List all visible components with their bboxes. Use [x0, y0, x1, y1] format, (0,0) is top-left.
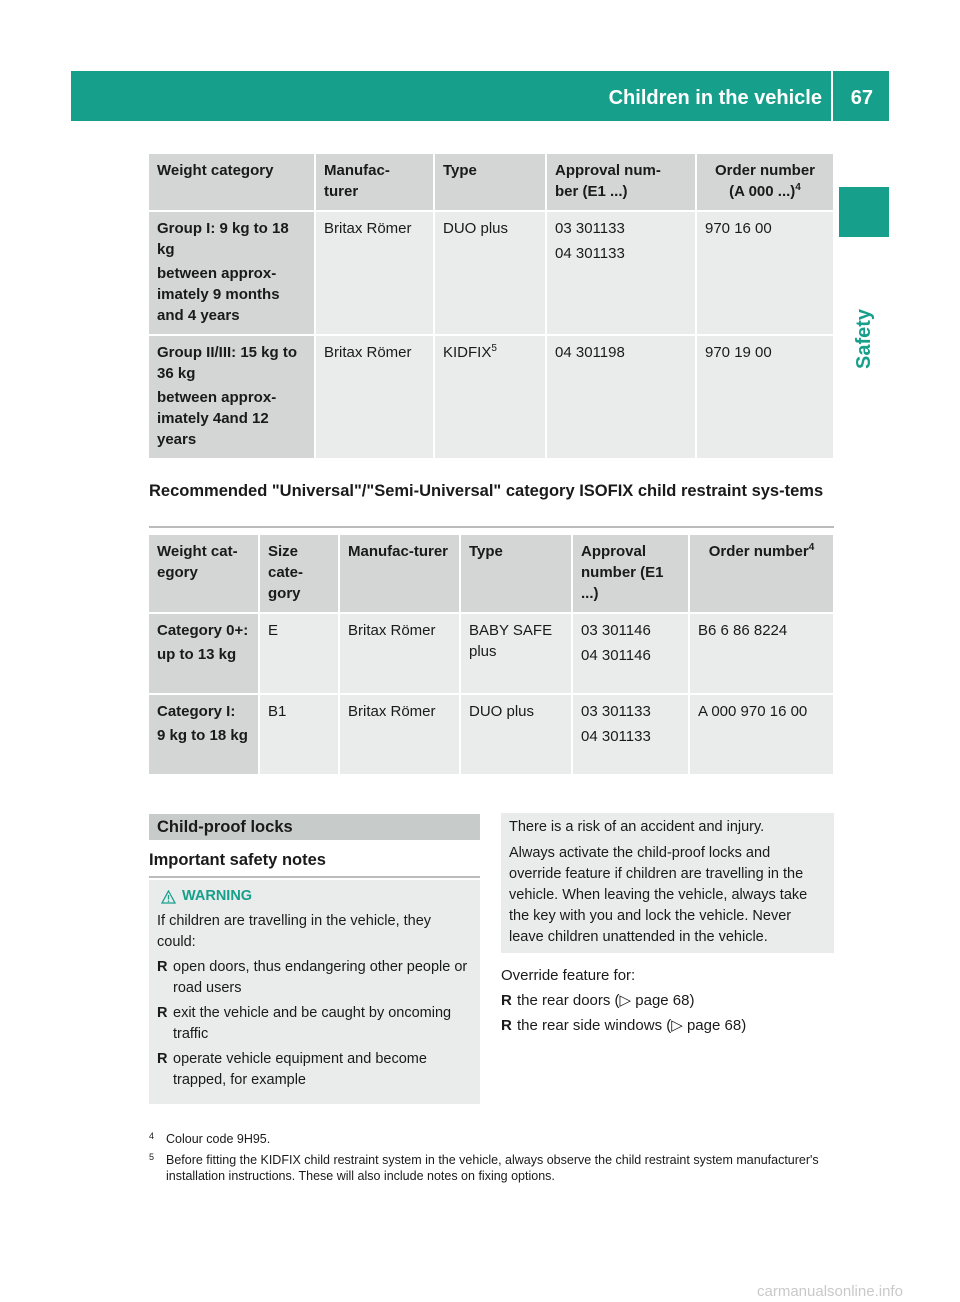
approval-cell [546, 335, 696, 459]
col-order-number [696, 154, 834, 211]
order-number-cell: B6 6 86 8224 [689, 613, 834, 694]
col-manufacturer: Manufac-turer [339, 535, 460, 613]
approval-number: 03 301133 [555, 220, 625, 237]
header-divider [831, 71, 833, 121]
watermark: carmanualsonline.info [757, 1283, 903, 1300]
type-cell: DUO plus [460, 694, 572, 775]
list-item-text: ) [741, 1017, 747, 1034]
col-type: Type [434, 154, 546, 211]
list-item [157, 1003, 472, 1045]
universal-seats-table [149, 154, 835, 460]
col-approval: Approval num- ber (E1 ...) [546, 154, 696, 211]
manufacturer-cell: Britax Römer [315, 211, 434, 335]
bullet-icon: R [501, 1017, 512, 1034]
footnote-number: 4 [149, 1131, 155, 1141]
list-item [157, 1049, 472, 1091]
col-weight-category: Weight cat-egory [149, 535, 259, 613]
isofix-seats-table [149, 535, 835, 776]
order-number-cell: 970 16 00 [696, 211, 834, 335]
approval-number: 03 301146 [581, 622, 651, 639]
weight-group-cell [149, 211, 315, 335]
list-item [157, 957, 472, 999]
safety-divider [149, 876, 480, 878]
child-proof-locks-heading [149, 814, 480, 840]
warning-list [157, 957, 472, 1091]
risk-advice: Always activate the child-proof locks and override feature if children are travelling in the vehicle. When leaving the vehicle, always take the key with you and lock the vehicle. Never leave children unattended in the vehicle. [509, 845, 808, 945]
approval-cell [572, 613, 689, 694]
bullet-icon: R [501, 992, 512, 1009]
chapter-title: Children in the vehicle [608, 87, 822, 109]
size-category-cell: B1 [259, 694, 339, 775]
safety-notes-heading: Important safety notes [149, 851, 326, 869]
section-heading: Recommended "Universal"/"Semi-Universal" category ISOFIX child restraint sys-tems [149, 482, 824, 500]
page-header [71, 71, 889, 121]
footnote-number: 5 [149, 1152, 155, 1162]
type-label: KIDFIX [443, 344, 492, 361]
list-item [501, 1015, 834, 1036]
list-item-text: the rear doors ( [517, 992, 620, 1009]
bullet-icon: R [157, 959, 168, 975]
list-item-text: the rear side windows ( [517, 1017, 672, 1034]
footnote-ref: 5 [491, 343, 497, 354]
table-header-row [149, 154, 834, 211]
group-age: between approx-imately 9 months and 4 years [157, 265, 280, 324]
page-reference-link[interactable]: page 68 [686, 1017, 742, 1034]
child-proof-locks-title: Child-proof locks [157, 818, 293, 836]
approval-cell [572, 694, 689, 775]
approval-number: 04 301146 [581, 647, 651, 664]
warning-header [161, 886, 472, 907]
warning-box [149, 880, 480, 1104]
weight-category-cell [149, 613, 259, 694]
table-row [149, 613, 834, 694]
approval-number: 04 301133 [581, 728, 651, 745]
size-category-cell: E [259, 613, 339, 694]
bullet-icon: R [157, 1005, 168, 1021]
footnote [149, 1131, 829, 1147]
weight-group-cell [149, 335, 315, 459]
page-ref-icon: ▷ [619, 992, 632, 1009]
approval-number: 03 301133 [581, 703, 651, 720]
col-size-category: Size cate-gory [259, 535, 339, 613]
section-tab: Safety [853, 308, 875, 369]
category-weight: 9 kg to 18 kg [157, 727, 248, 744]
warning-triangle-icon [161, 890, 176, 904]
manufacturer-cell: Britax Römer [339, 613, 460, 694]
warning-label: WARNING [182, 888, 253, 904]
bullet-icon: R [157, 1051, 168, 1067]
section-divider [149, 526, 834, 528]
side-marker [839, 187, 889, 237]
table-row [149, 694, 834, 775]
list-item-text: open doors, thus endangering other people or road users [173, 959, 468, 996]
approval-number: 04 301198 [555, 344, 625, 361]
page-reference-link[interactable]: page 68 [635, 992, 690, 1009]
list-item [501, 990, 834, 1011]
weight-category-cell [149, 694, 259, 775]
type-label: DUO plus [443, 220, 509, 237]
risk-text: There is a risk of an accident and injury. [509, 819, 765, 835]
list-item-text: ) [689, 992, 695, 1009]
manufacturer-cell: Britax Römer [339, 694, 460, 775]
type-cell [434, 211, 546, 335]
category-label: Category I: [157, 703, 236, 720]
group-age: between approx-imately 4and 12 years [157, 389, 277, 448]
group-label: Group II/III: 15 kg to 36 kg [157, 344, 298, 382]
override-feature [501, 965, 834, 1040]
approval-number: 04 301133 [555, 245, 625, 262]
order-number-cell: A 000 970 16 00 [689, 694, 834, 775]
group-label: Group I: 9 kg to 18 kg [157, 220, 289, 258]
override-intro: Override feature for: [501, 967, 636, 984]
footnote-text: Colour code 9H95. [166, 1132, 271, 1146]
category-label: Category 0+: [157, 622, 249, 639]
footnote-ref: 4 [795, 182, 801, 193]
approval-cell [546, 211, 696, 335]
table-row [149, 211, 834, 335]
order-number-label: Order number (A 000 ...) [714, 162, 816, 200]
list-item-text: exit the vehicle and be caught by oncoming traffic [173, 1005, 452, 1042]
col-approval: Approval number (E1 ...) [572, 535, 689, 613]
order-number-label: Order number [708, 543, 809, 560]
order-number-cell: 970 19 00 [696, 335, 834, 459]
table-header-row [149, 535, 834, 613]
col-manufacturer: Manufac- turer [315, 154, 434, 211]
footnote [149, 1152, 829, 1184]
warning-intro: If children are travelling in the vehicle, they could: [157, 913, 432, 950]
col-weight-category: Weight category [149, 154, 315, 211]
type-cell [434, 335, 546, 459]
list-item-text: operate vehicle equipment and become trapped, for example [173, 1051, 427, 1088]
footnote-ref: 4 [808, 542, 815, 553]
footnote-text: Before fitting the KIDFIX child restraint system in the vehicle, always observe the child restraint system manufacturer's installation instructions. These will also include notes on fixing options. [166, 1153, 819, 1183]
page-number: 67 [850, 87, 873, 109]
manufacturer-cell: Britax Römer [315, 335, 434, 459]
page-ref-icon: ▷ [671, 1017, 683, 1034]
col-type: Type [460, 535, 572, 613]
table-row [149, 335, 834, 459]
category-weight: up to 13 kg [157, 646, 237, 663]
override-list [501, 990, 834, 1036]
col-order-number [689, 535, 834, 613]
type-cell: BABY SAFE plus [460, 613, 572, 694]
risk-note-box [501, 813, 834, 953]
